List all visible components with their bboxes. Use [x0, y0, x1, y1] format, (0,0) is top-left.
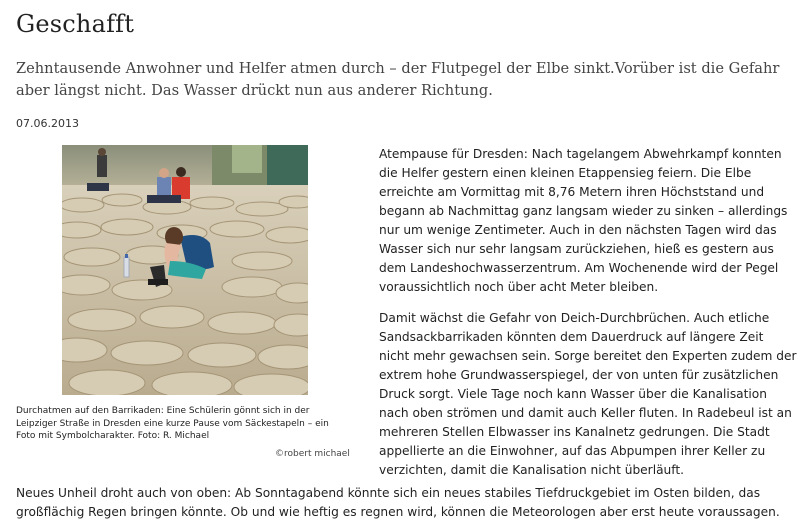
photo-caption: Durchatmen auf den Barrikaden: Eine Schülerin gönnt sich in der Leipziger Straße in Dresden eine kurze Pause vom Säckestapeln – ein Foto mit Symbolcharakter. Foto: R. Michael	[16, 406, 329, 441]
article-date: 07.06.2013	[16, 117, 79, 130]
article-body	[379, 145, 797, 492]
body-paragraph-2: Damit wächst die Gefahr von Deich-Durchbrüchen. Auch etliche Sandsackbarrikaden könnten dem Dauerdruck auf längere Zeit nicht mehr gewachsen sein. Sorge bereitet den Experten zudem der extrem hohe Grundwasserspiegel, der von unten für zusätzlichen Druck sorgt. Viele Tage noch kann Wasser über die Kanalisation nach oben strömen und damit auch Keller fluten. In Radebeul ist an mehreren Stellen Elbwasser ins Kanalnetz gedrungen. Die Stadt appellierte an die Einwohner, auf das Abpumpen ihrer Keller zu verzichten, damit die Kanalisation nicht überläuft.	[379, 311, 797, 477]
article-lead: Zehntausende Anwohner und Helfer atmen durch – der Flutpegel der Elbe sinkt.Vorüber ist die Gefahr aber längst nicht. Das Wasser drückt nun aus anderer Richtung.	[16, 60, 780, 99]
article-photo[interactable]	[62, 145, 308, 395]
photo-credit: ©robert michael	[275, 449, 350, 459]
body-paragraph-1: Atempause für Dresden: Nach tagelangem Abwehrkampf konnten die Helfer gestern einen kleinen Etappensieg feiern. Die Elbe erreichte am Vormittag mit 8,76 Metern ihren Höchststand und begann ab Nachmittag ganz langsam wieder zu sinken – allerdings nur um wenige Zentimeter. Auch in den nächsten Tagen wird das Wasser sich nur sehr langsam zurückziehen, hieß es gestern aus dem Landeshochwasserzentrum. Am Wochenende wird der Pegel voraussichtlich noch über acht Meter bleiben.	[379, 147, 788, 294]
body-paragraph-3: Neues Unheil droht auch von oben: Ab Sonntagabend könnte sich ein neues stabiles Tiefdruckgebiet im Osten bilden, das großflächig Regen bringen könnte. Ob und wie heftig es regnen wird, können die Meteorologen aber erst heute voraussagen.	[16, 486, 780, 519]
article-title: Geschafft	[16, 10, 135, 38]
